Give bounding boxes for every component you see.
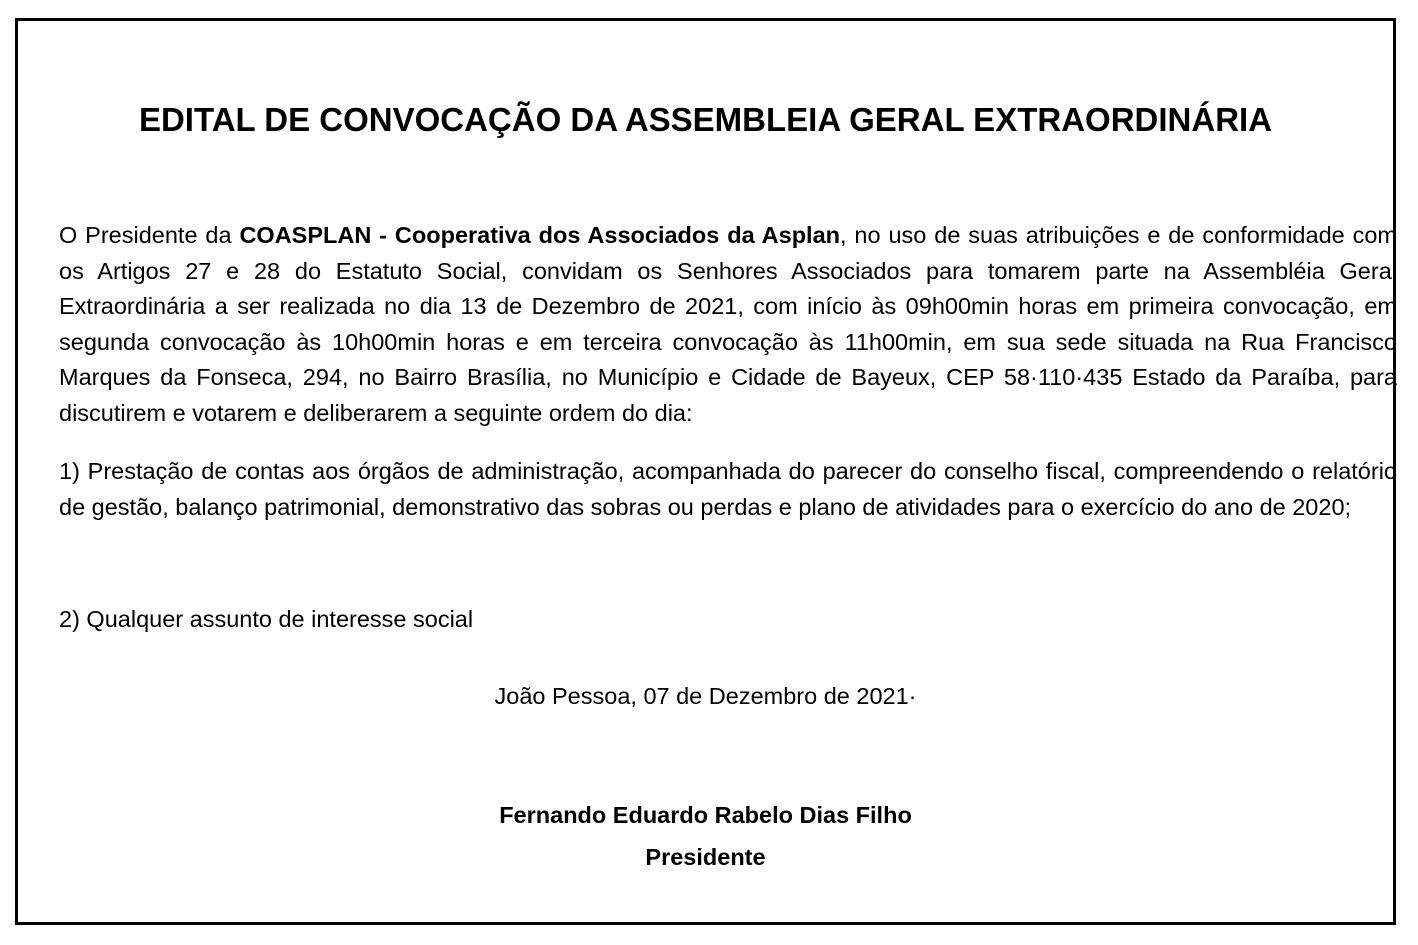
document-title: EDITAL DE CONVOCAÇÃO DA ASSEMBLEIA GERAL EXTRAORDINÁRIA xyxy=(138,101,1273,138)
intro-paragraph xyxy=(59,218,1397,431)
intro-text: , no uso de suas atribuições e de conformidade com os Artigos 27 e 28 do Estatuto Social, convidam os Senhores Associados para tomarem parte na Assembléia Geral Extraordinária a ser realizada no dia 13 de Dezembro de 2021, com início às 09h00min horas em primeira convocação, em segunda convocação às 10h00min horas e em terceira convocação às 11h00min, em sua sede situada na Rua Francisco Marques da Fonseca, 294, no Bairro Brasília, no Município e Cidade de Bayeux, CEP 58·110·435 Estado da Paraíba, para discutirem e votarem e deliberarem a seguinte ordem do dia: xyxy=(59,222,1397,426)
place-date: João Pessoa, 07 de Dezembro de 2021· xyxy=(494,683,917,709)
intro-lead: O Presidente da xyxy=(59,222,240,248)
agenda-item-1: 1) Prestação de contas aos órgãos de administração, acompanhada do parecer do conselho fiscal, compreendendo o relatório de gestão, balanço patrimonial, demonstrativo das sobras ou perdas e plano de atividades para o exercício do ano de 2020; xyxy=(59,458,1397,520)
agenda-item-2: 2) Qualquer assunto de interesse social xyxy=(59,606,474,632)
organization-name: COASPLAN - Cooperativa dos Associados da Asplan xyxy=(239,222,841,248)
document-frame xyxy=(15,18,1396,925)
signer-name: Fernando Eduardo Rabelo Dias Filho xyxy=(499,802,912,828)
signer-role: Presidente xyxy=(645,844,766,870)
